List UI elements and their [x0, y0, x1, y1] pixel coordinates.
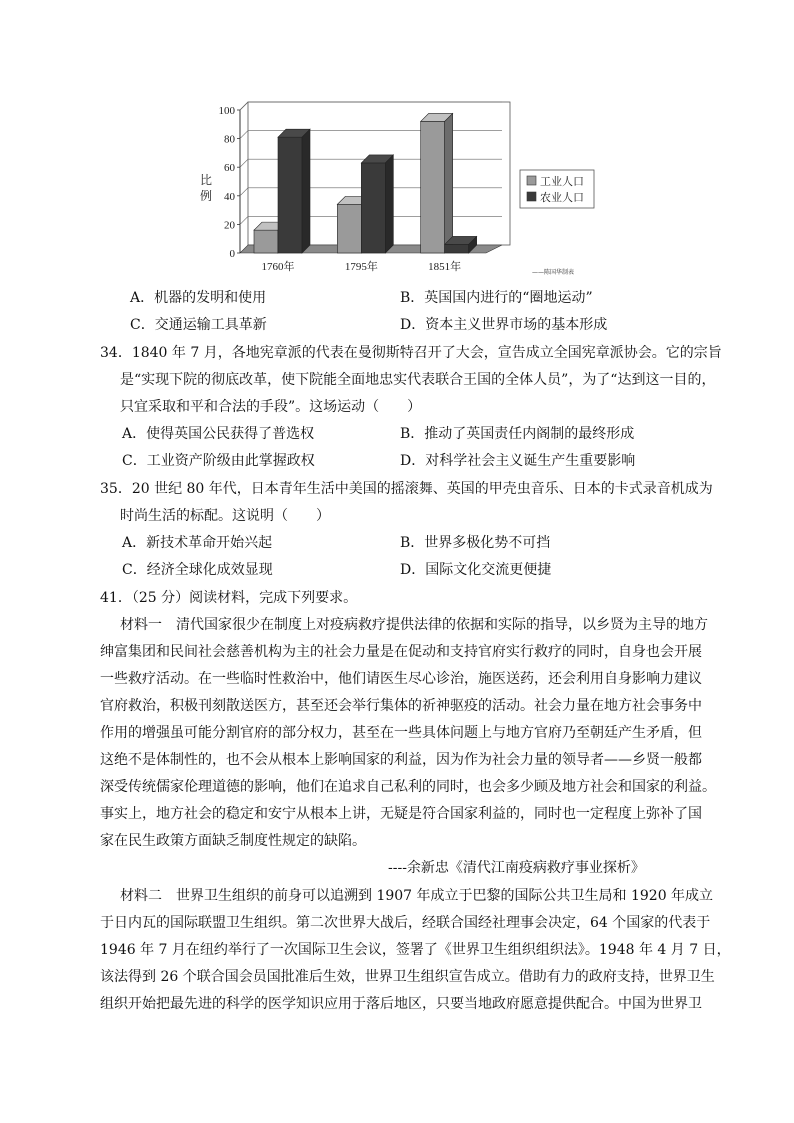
q35-stem-line-2: 时尚生活的标配。这说明（ ）	[120, 508, 330, 524]
q34-stem-line-2: 是“实现下院的彻底改革，使下院能全面地忠实代表联合王国的全体人员”，为了“达到这一目的，	[120, 372, 716, 388]
bar-industry-1760年	[254, 230, 278, 253]
y-tick-label: 20	[224, 219, 235, 232]
bar-industry-1795年	[337, 204, 361, 253]
bar-industry-1851年	[421, 121, 445, 253]
material-1-line: 作用的增强虽可能分割官府的部分权力，甚至在一些具体问题上与地方官府乃至朝廷产生矛盾，但	[100, 725, 702, 741]
chart-x-ticks	[262, 259, 462, 273]
material-1-line: 材料一 清代国家很少在制度上对疫病救疗提供法律的依据和实际的指导，以乡贤为主导的地方	[120, 617, 708, 633]
x-tick-label: 1795年	[344, 261, 378, 273]
y-tick-label: 100	[218, 105, 235, 117]
q34-stem-line-3: 只宜采取和平和合法的手段”。这场运动（ ）	[120, 399, 422, 415]
bar-agriculture-side-1795年	[385, 155, 393, 253]
material-2-line: 组织开始把最先进的科学的医学知识应用于落后地区，只要当地政府愿意提供配合。中国为世界卫	[100, 996, 702, 1012]
q34-stem-line-1: 34．1840 年 7 月，各地宪章派的代表在曼彻斯特召开了大会，宣告成立全国宪章派协会。它的宗旨	[100, 345, 722, 361]
y-tick-label: 0	[229, 248, 235, 260]
material-2-line: 1946 年 7 月在纽约举行了一次国际卫生会议，签署了《世界卫生组织组织法》。1948 年 4 月 7 日，	[100, 942, 731, 958]
bar-agriculture-1795年	[361, 163, 385, 253]
q34-option-b: B．推动了英国责任内阁制的最终形成	[400, 426, 635, 442]
y-tick-label: 80	[224, 133, 235, 146]
legend-label-industry: 工业人口	[540, 175, 584, 188]
material-1-line: 这绝不是体制性的，也不会从根本上影响国家的利益，因为作为社会力量的领导者——乡贤一般都	[100, 752, 702, 768]
population-bar-chart	[190, 96, 600, 280]
q33-option-d: D．资本主义世界市场的基本形成	[400, 317, 608, 333]
q35-option-a: A．新技术革命开始兴起	[122, 535, 273, 551]
x-tick-label: 1760年	[261, 261, 295, 273]
q35-option-b: B．世界多极化势不可挡	[400, 535, 551, 551]
bar-agriculture-1760年	[278, 137, 302, 253]
material-1-line: 深受传统儒家伦理道德的影响，他们在追求自己私利的同时，也会多少顾及地方社会和国家的利益。	[100, 779, 716, 795]
material-1-line: 一些救疗活动。在一些临时性救治中，他们请医生尽心诊治，施医送药，还会利用自身影响力建议	[100, 671, 702, 687]
q33-option-c: C．交通运输工具革新	[130, 317, 267, 333]
q34-option-c: C．工业资产阶级由此掌握政权	[122, 453, 315, 469]
q41-title: 41．（25 分）阅读材料，完成下列要求。	[100, 590, 358, 606]
q33-option-b: B．英国国内进行的“圈地运动”	[400, 290, 593, 306]
material-1-line: 事实上，地方社会的稳定和安宁从根本上讲，无疑是符合国家利益的，同时也一定程度上弥补了国	[100, 806, 702, 822]
q35-stem-line-1: 35．20 世纪 80 年代，日本青年生活中美国的摇滚舞、英国的甲壳虫音乐、日本的卡式录音机成为	[100, 481, 713, 497]
x-tick-label: 1851年	[428, 261, 462, 273]
y-tick-label: 60	[224, 162, 235, 175]
material-2-line: 材料二 世界卫生组织的前身可以追溯到 1907 年成立于巴黎的国际公共卫生局和 1920 年成立	[120, 888, 714, 904]
legend-swatch-agriculture	[527, 192, 536, 201]
legend-label-agriculture: 农业人口	[540, 191, 584, 204]
legend	[520, 170, 594, 208]
material-1-source: ----余新忠《清代江南疫病救疗事业探析》	[388, 860, 645, 876]
q35-option-d: D．国际文化交流更便捷	[400, 562, 552, 578]
q35-option-c: C．经济全球化成效显现	[122, 562, 273, 578]
q34-option-a: A．使得英国公民获得了普选权	[122, 426, 315, 442]
q33-option-a: A．机器的发明和使用	[130, 290, 267, 306]
material-1-line: 家在民生政策方面缺乏制度性规定的缺陷。	[100, 833, 366, 849]
y-axis-label-bottom: 例	[200, 189, 213, 203]
material-2-line: 于日内瓦的国际联盟卫生组织。第二次世界大战后，经联合国经社理事会决定，64 个国家的代表于	[100, 915, 711, 931]
material-2-line: 该法得到 26 个联合国会员国批准后生效，世界卫生组织宣告成立。借助有力的政府支持，世界卫生	[100, 969, 715, 985]
bar-industry-side-1851年	[445, 113, 453, 253]
y-axis-label-top: 比	[200, 173, 213, 187]
q34-option-d: D．对科学社会主义诞生产生重要影响	[400, 453, 636, 469]
y-tick-label: 40	[224, 190, 235, 203]
chart-source-note: ——陈国华制表	[532, 269, 575, 276]
material-1-line: 绅富集团和民间社会慈善机构为主的社会力量是在促动和支持官府实行救疗的同时，自身也会开展	[100, 644, 702, 660]
bar-agriculture-side-1760年	[302, 129, 310, 253]
material-1-line: 官府救治，积极刊刻散送医方，甚至还会举行集体的祈神驱疫的活动。社会力量在地方社会事务中	[100, 698, 702, 714]
legend-swatch-industry	[527, 176, 536, 185]
chart-y-ticks	[219, 105, 241, 260]
bar-agriculture-1851年	[445, 244, 469, 253]
